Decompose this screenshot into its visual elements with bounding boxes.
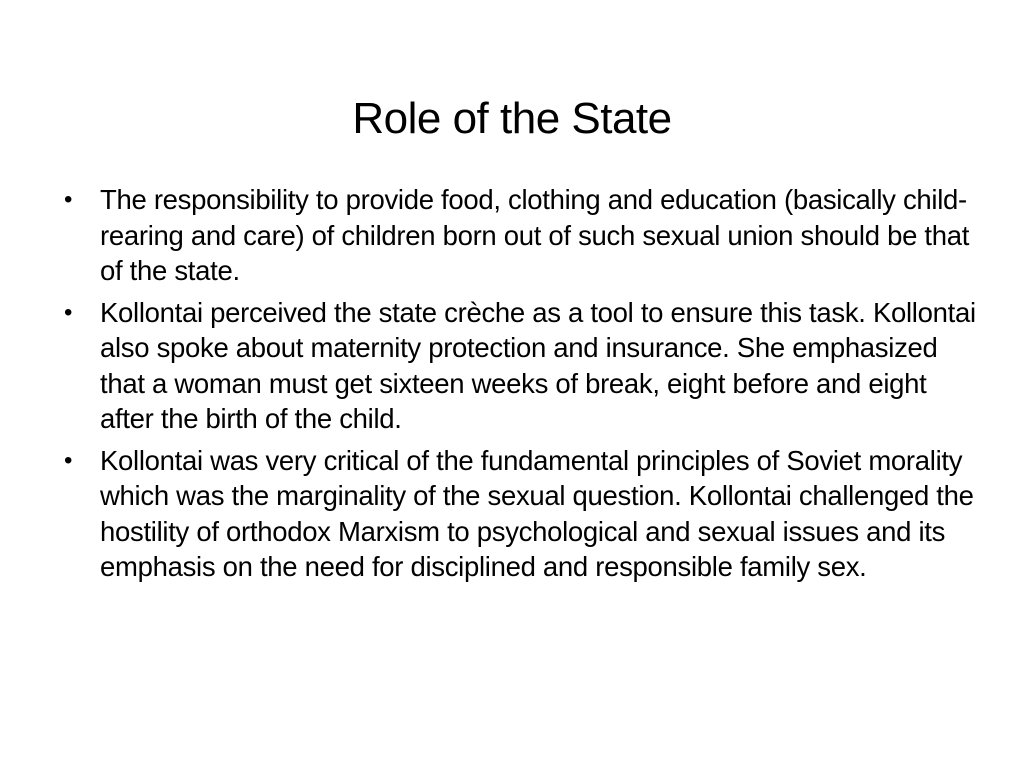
bullet-text: Kollontai perceived the state crèche as a tool to ensure this task. Kollontai also spoke about maternity protection and insurance. She emphasized that a woman must get sixteen weeks of break, eight before and eight after the birth of the child. xyxy=(100,296,976,434)
bullet-dot-icon: • xyxy=(64,446,73,474)
bullet-item xyxy=(60,295,980,437)
bullet-list xyxy=(60,182,980,591)
slide-title: Role of the State xyxy=(352,94,672,144)
bullet-item xyxy=(60,443,980,585)
bullet-item xyxy=(60,182,980,289)
bullet-dot-icon: • xyxy=(64,186,73,213)
bullet-text: Kollontai was very critical of the fundamental principles of Soviet morality which was the marginality of the sexual question. Kollontai challenged the hostility of orthodox Marxism to psychological and sexual issues and its emphasis on the need for disciplined and responsible family sex. xyxy=(100,444,974,582)
bullet-text: The responsibility to provide food, clothing and education (basically child-rearing and care) of children born out of such sexual union should be that of the state. xyxy=(100,184,970,286)
bullet-dot-icon: • xyxy=(64,298,73,326)
